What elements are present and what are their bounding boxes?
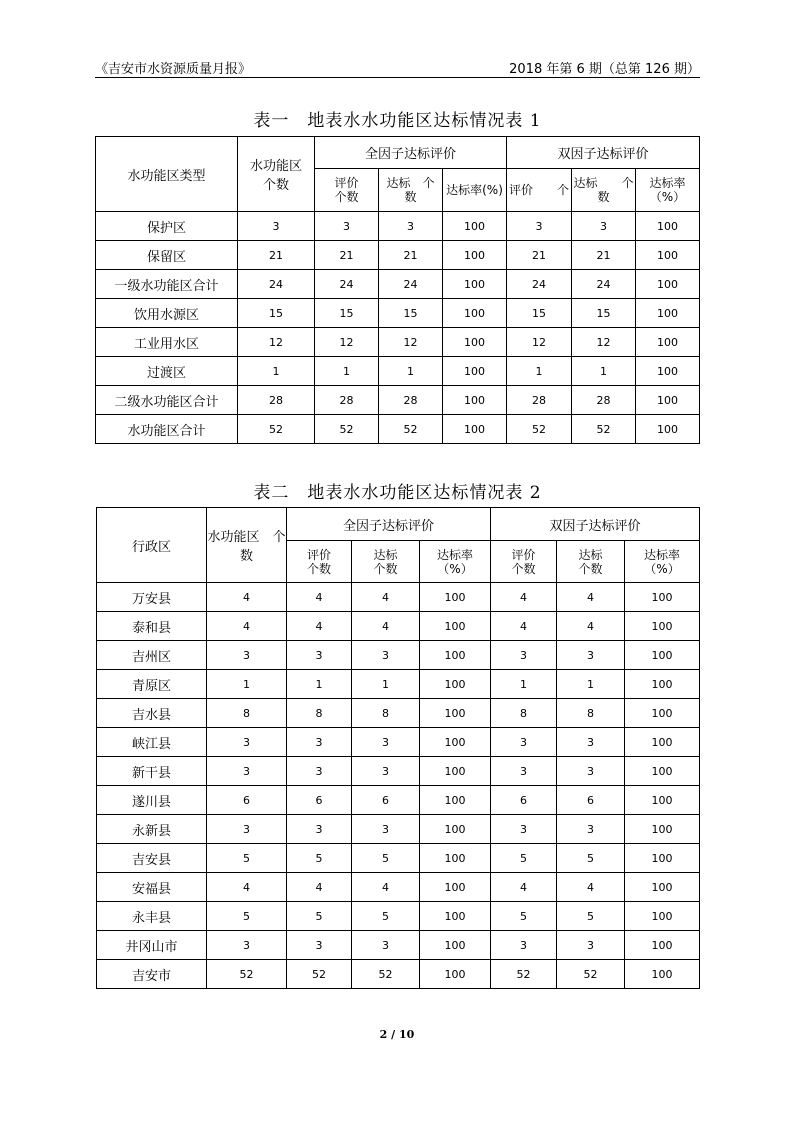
- table-cell: 5: [557, 844, 625, 873]
- table-cell: 100: [420, 670, 491, 699]
- table-cell: 3: [207, 641, 287, 670]
- table-cell: 12: [507, 328, 572, 357]
- t2-sub-all-rate: 达标率 （%）: [420, 541, 491, 583]
- table-cell: 8: [352, 699, 420, 728]
- row-label: 永丰县: [97, 902, 207, 931]
- table-cell: 28: [315, 386, 379, 415]
- table-cell: 3: [491, 641, 557, 670]
- table-cell: 3: [352, 931, 420, 960]
- table-cell: 3: [379, 212, 443, 241]
- t1-sub-all-rate: 达标率(%): [443, 169, 507, 212]
- table-cell: 3: [287, 641, 352, 670]
- table-row: [96, 357, 700, 386]
- table-cell: 5: [557, 902, 625, 931]
- t1-sub-dual-eval: 评价 个: [507, 169, 572, 212]
- table-cell: 1: [491, 670, 557, 699]
- table-cell: 100: [443, 241, 507, 270]
- table-cell: 100: [636, 415, 700, 444]
- row-label: 二级水功能区合计: [96, 386, 238, 415]
- table-cell: 3: [572, 212, 636, 241]
- t1-header-type: 水功能区类型: [96, 137, 238, 212]
- table-cell: 15: [507, 299, 572, 328]
- row-label: 遂川县: [97, 786, 207, 815]
- table-cell: 8: [491, 699, 557, 728]
- table-cell: 3: [557, 815, 625, 844]
- table-cell: 1: [287, 670, 352, 699]
- table-cell: 15: [315, 299, 379, 328]
- table-row: [96, 299, 700, 328]
- table-cell: 12: [315, 328, 379, 357]
- table-cell: 21: [507, 241, 572, 270]
- table-cell: 100: [625, 583, 700, 612]
- t1-sub-dual-rate: 达标率 （%）: [636, 169, 700, 212]
- row-label: 新干县: [97, 757, 207, 786]
- table-cell: 100: [420, 728, 491, 757]
- table-cell: 1: [507, 357, 572, 386]
- table-cell: 52: [491, 960, 557, 989]
- t1-header-dual-factor: 双因子达标评价: [507, 137, 700, 169]
- t2-sub-all-eval: 评价 个数: [287, 541, 352, 583]
- table-cell: 100: [420, 699, 491, 728]
- t1-sub-all-pass: 达标 个 数: [379, 169, 443, 212]
- table-cell: 100: [420, 641, 491, 670]
- table-cell: 3: [557, 757, 625, 786]
- table-cell: 21: [315, 241, 379, 270]
- table-cell: 52: [287, 960, 352, 989]
- t2-sub-dual-rate: 达标率 （%）: [625, 541, 700, 583]
- table-cell: 1: [315, 357, 379, 386]
- table-cell: 52: [379, 415, 443, 444]
- table-cell: 100: [443, 212, 507, 241]
- table-row: [96, 386, 700, 415]
- table-cell: 24: [572, 270, 636, 299]
- row-label: 永新县: [97, 815, 207, 844]
- table-cell: 24: [238, 270, 315, 299]
- table-cell: 4: [557, 612, 625, 641]
- table-cell: 100: [625, 844, 700, 873]
- table-cell: 5: [207, 844, 287, 873]
- table-cell: 100: [420, 960, 491, 989]
- table-cell: 21: [572, 241, 636, 270]
- table-cell: 3: [315, 212, 379, 241]
- table-cell: 6: [352, 786, 420, 815]
- table-cell: 28: [572, 386, 636, 415]
- table-cell: 3: [557, 728, 625, 757]
- t1-header-all-factor: 全因子达标评价: [315, 137, 507, 169]
- table-cell: 100: [636, 328, 700, 357]
- table-cell: 3: [238, 212, 315, 241]
- row-label: 吉州区: [97, 641, 207, 670]
- table-row: [97, 815, 700, 844]
- table-cell: 4: [287, 612, 352, 641]
- table2: [96, 507, 700, 989]
- table-cell: 100: [443, 415, 507, 444]
- row-label: 过渡区: [96, 357, 238, 386]
- table-cell: 100: [625, 960, 700, 989]
- table-cell: 4: [491, 612, 557, 641]
- table-cell: 1: [238, 357, 315, 386]
- table-cell: 4: [557, 583, 625, 612]
- row-label: 安福县: [97, 873, 207, 902]
- t2-sub-dual-eval: 评价 个数: [491, 541, 557, 583]
- table-cell: 3: [287, 728, 352, 757]
- table-cell: 100: [420, 583, 491, 612]
- table-cell: 1: [207, 670, 287, 699]
- page-number: 2 / 10: [379, 1028, 415, 1041]
- table-row: [97, 786, 700, 815]
- table-cell: 4: [491, 583, 557, 612]
- table-cell: 4: [491, 873, 557, 902]
- row-label: 保留区: [96, 241, 238, 270]
- table-cell: 8: [557, 699, 625, 728]
- table-cell: 100: [420, 815, 491, 844]
- row-label: 吉安市: [97, 960, 207, 989]
- table-cell: 52: [507, 415, 572, 444]
- table-cell: 5: [207, 902, 287, 931]
- table-cell: 12: [379, 328, 443, 357]
- table-row: [97, 902, 700, 931]
- t2-sub-dual-pass: 达标 个数: [557, 541, 625, 583]
- table-cell: 4: [207, 583, 287, 612]
- table-cell: 21: [379, 241, 443, 270]
- row-label: 青原区: [97, 670, 207, 699]
- table-cell: 4: [352, 583, 420, 612]
- table-cell: 100: [443, 299, 507, 328]
- table-cell: 5: [352, 902, 420, 931]
- table-row: [97, 670, 700, 699]
- table-row: [97, 728, 700, 757]
- table-cell: 6: [557, 786, 625, 815]
- issue-number: 2018 年第 6 期（总第 126 期）: [509, 62, 700, 77]
- table-row: [97, 699, 700, 728]
- table-cell: 3: [207, 931, 287, 960]
- table-cell: 4: [287, 873, 352, 902]
- t2-header-all-factor: 全因子达标评价: [287, 508, 491, 541]
- row-label: 泰和县: [97, 612, 207, 641]
- table-cell: 6: [207, 786, 287, 815]
- row-label: 保护区: [96, 212, 238, 241]
- table-cell: 52: [207, 960, 287, 989]
- t1-sub-all-eval: 评价 个数: [315, 169, 379, 212]
- table-row: [96, 415, 700, 444]
- table-cell: 3: [287, 815, 352, 844]
- table-cell: 21: [238, 241, 315, 270]
- table-cell: 1: [352, 670, 420, 699]
- table1: [95, 136, 700, 444]
- row-label: 水功能区合计: [96, 415, 238, 444]
- row-label: 峡江县: [97, 728, 207, 757]
- table1-caption: 表一 地表水水功能区达标情况表 1: [253, 111, 542, 131]
- table-cell: 100: [420, 786, 491, 815]
- table-cell: 100: [636, 357, 700, 386]
- t2-sub-all-pass: 达标 个数: [352, 541, 420, 583]
- table-cell: 100: [443, 386, 507, 415]
- table-cell: 24: [507, 270, 572, 299]
- table-cell: 3: [491, 728, 557, 757]
- table-cell: 100: [625, 670, 700, 699]
- table-row: [96, 270, 700, 299]
- table-cell: 100: [625, 786, 700, 815]
- table-cell: 100: [636, 241, 700, 270]
- table-cell: 6: [491, 786, 557, 815]
- table-cell: 52: [572, 415, 636, 444]
- row-label: 饮用水源区: [96, 299, 238, 328]
- table-row: [97, 960, 700, 989]
- table-row: [97, 612, 700, 641]
- row-label: 万安县: [97, 583, 207, 612]
- table-cell: 100: [625, 641, 700, 670]
- table-cell: 5: [287, 844, 352, 873]
- table-cell: 100: [420, 844, 491, 873]
- table-cell: 28: [238, 386, 315, 415]
- table-cell: 52: [352, 960, 420, 989]
- table-cell: 100: [420, 873, 491, 902]
- table-cell: 4: [207, 612, 287, 641]
- table-cell: 3: [287, 757, 352, 786]
- table-cell: 100: [420, 612, 491, 641]
- table-cell: 3: [491, 931, 557, 960]
- table-cell: 24: [379, 270, 443, 299]
- table-row: [97, 641, 700, 670]
- t1-header-count: 水功能区 个数: [238, 137, 315, 212]
- table-cell: 3: [207, 728, 287, 757]
- table-cell: 100: [625, 728, 700, 757]
- table-cell: 12: [238, 328, 315, 357]
- table-cell: 12: [572, 328, 636, 357]
- row-label: 井冈山市: [97, 931, 207, 960]
- table-row: [97, 583, 700, 612]
- table-cell: 100: [420, 757, 491, 786]
- table-cell: 100: [636, 386, 700, 415]
- table-cell: 100: [636, 212, 700, 241]
- table-row: [96, 241, 700, 270]
- table-cell: 3: [352, 728, 420, 757]
- table-cell: 3: [207, 757, 287, 786]
- report-title: 《吉安市水资源质量月报》: [95, 62, 252, 77]
- table-cell: 100: [625, 931, 700, 960]
- page-header: [95, 53, 700, 78]
- row-label: 工业用水区: [96, 328, 238, 357]
- t2-header-count: 水功能区 个 数: [207, 508, 287, 583]
- row-label: 吉安县: [97, 844, 207, 873]
- table-cell: 3: [491, 757, 557, 786]
- table-cell: 100: [443, 270, 507, 299]
- table-cell: 3: [557, 641, 625, 670]
- t2-header-district: 行政区: [97, 508, 207, 583]
- table-row: [97, 757, 700, 786]
- table-cell: 4: [287, 583, 352, 612]
- table-cell: 3: [491, 815, 557, 844]
- t1-sub-dual-pass: 达标 个 数: [572, 169, 636, 212]
- row-label: 一级水功能区合计: [96, 270, 238, 299]
- table-cell: 8: [207, 699, 287, 728]
- table-cell: 3: [352, 815, 420, 844]
- table-cell: 4: [352, 873, 420, 902]
- table-cell: 100: [625, 699, 700, 728]
- table-cell: 100: [443, 357, 507, 386]
- table-cell: 5: [491, 902, 557, 931]
- table-cell: 3: [207, 815, 287, 844]
- table-cell: 100: [420, 931, 491, 960]
- table-cell: 15: [379, 299, 443, 328]
- table-cell: 5: [352, 844, 420, 873]
- table-cell: 3: [352, 757, 420, 786]
- table-row: [97, 844, 700, 873]
- table-row: [97, 931, 700, 960]
- table-cell: 15: [572, 299, 636, 328]
- table2-caption: 表二 地表水水功能区达标情况表 2: [253, 483, 542, 503]
- row-label: 吉水县: [97, 699, 207, 728]
- table-row: [96, 328, 700, 357]
- table-cell: 3: [287, 931, 352, 960]
- table-cell: 100: [625, 815, 700, 844]
- table-cell: 5: [491, 844, 557, 873]
- table-cell: 6: [287, 786, 352, 815]
- table-cell: 100: [625, 873, 700, 902]
- table-cell: 1: [572, 357, 636, 386]
- table-row: [97, 873, 700, 902]
- table-cell: 100: [420, 902, 491, 931]
- table-cell: 28: [379, 386, 443, 415]
- table-cell: 4: [557, 873, 625, 902]
- table-cell: 24: [315, 270, 379, 299]
- table-cell: 3: [352, 641, 420, 670]
- table-cell: 100: [443, 328, 507, 357]
- t2-header-dual-factor: 双因子达标评价: [491, 508, 700, 541]
- table-cell: 28: [507, 386, 572, 415]
- table-cell: 100: [625, 612, 700, 641]
- table-row: [96, 212, 700, 241]
- table-cell: 3: [557, 931, 625, 960]
- table-cell: 100: [636, 299, 700, 328]
- table-cell: 52: [315, 415, 379, 444]
- table-cell: 15: [238, 299, 315, 328]
- table-cell: 52: [238, 415, 315, 444]
- table-cell: 100: [625, 757, 700, 786]
- table-cell: 8: [287, 699, 352, 728]
- table-cell: 1: [379, 357, 443, 386]
- table-cell: 100: [636, 270, 700, 299]
- table-cell: 52: [557, 960, 625, 989]
- table-cell: 4: [207, 873, 287, 902]
- table-cell: 3: [507, 212, 572, 241]
- table-cell: 4: [352, 612, 420, 641]
- table-cell: 1: [557, 670, 625, 699]
- table-cell: 5: [287, 902, 352, 931]
- table-cell: 100: [625, 902, 700, 931]
